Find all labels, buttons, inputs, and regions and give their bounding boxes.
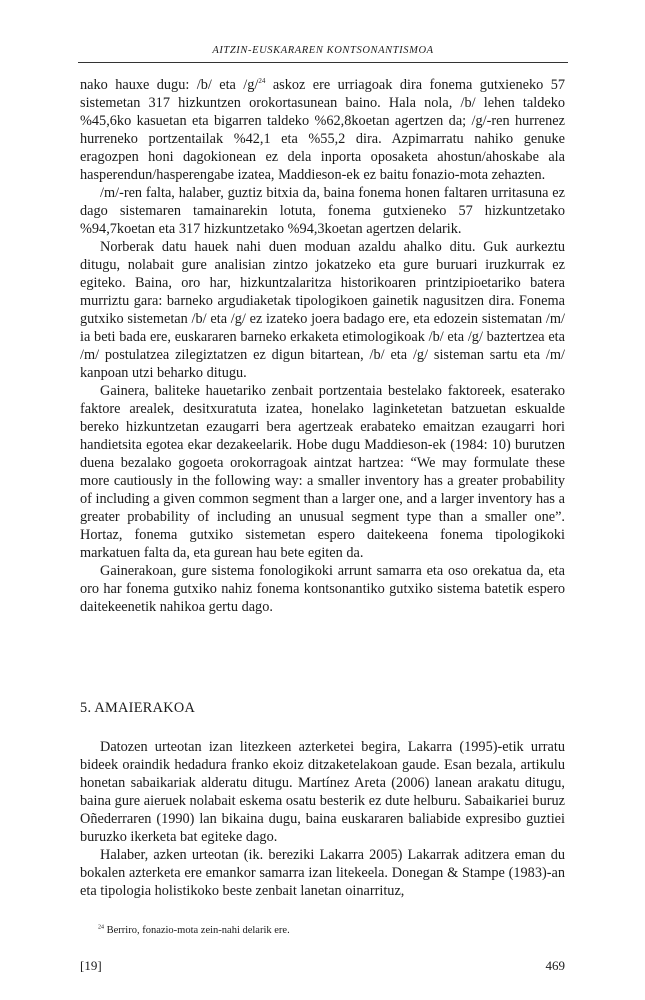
- section-heading: 5. AMAIERAKOA: [80, 700, 196, 716]
- paragraph: Norberak datu hauek nahi duen moduan azaldu ahalko ditu. Guk aurkeztu ditugu, nolabait gure analisian zintzo jokatzeko eta gure buruari iruzkurrak ez egiteko. Baina, oro har, hizkuntzalaritza historikoaren printzipioetariko batera murriztu gara: barneko argudiaketak tipologikoen gainetik nagusitzen dira. Fonema gutxiko sistemetan /b/ eta /g/ ez izateko joera badago ere, eta edozein sistematan /m/ ia beti bada ere, euskararen barneko erkaketa etimologikoak /b/ eta /g/ baztertzea eta /m/ postulatzea zilegiztatzen ez digun bitartean, /b/ eta /g/ sisteman sartu eta /m/ kanpoan utzi beharko ditugu.: [80, 239, 565, 381]
- paragraph: Halaber, azken urteotan (ik. bereziki Lakarra 2005) Lakarrak aditzera eman du bokalen azterketa ere emankor samarra izan litekeela. Donegan & Stampe (1983)-an eta tipologia holistikoko beste zenbait lanetan oinarrituz,: [80, 847, 565, 899]
- page-number: 469: [545, 958, 565, 973]
- running-title: AITZIN-EUSKARAREN KONTSONANTISMOA: [212, 45, 434, 56]
- folio-left: [19]: [80, 958, 102, 973]
- paragraph: Datozen urteotan izan litezkeen azterketei begira, Lakarra (1995)-etik urratu bideek oraindik hedadura franko ekoiz ditzaketelakoan gaude. Esan bezala, artikulu honetan sabaikariak alderatu ditugu. Martínez Areta (2006) lanean arakatu ditugu, baina gure aieruek nolabait eskema osatu besterik ez dute helburu. Sabaikariei buruz Oñederraren (1990) lan bikaina dugu, baina euskararen baliabide expresibo guztiei buruzko ikerketa bat egiteke dago.: [80, 739, 565, 845]
- footnote: [98, 925, 290, 936]
- footnote-text: Berriro, fonazio-mota zein-nahi delarik ere.: [104, 925, 290, 936]
- footnote-number: 24: [98, 924, 104, 931]
- paragraph: /m/-ren falta, halaber, guztiz bitxia da, baina fonema honen faltaren urritasuna ez dago sistemaren tamainarekin lotuta, fonema gutxieneko 57 hizkuntzetako %94,7koetan eta 317 hizkuntzetako %94,3koetan agertzen delarik.: [80, 185, 565, 237]
- section-text: [80, 738, 565, 900]
- footnote-reference[interactable]: 24: [258, 77, 266, 86]
- running-header: [78, 40, 568, 63]
- main-text: [80, 76, 565, 616]
- paragraph: Gainera, baliteke hauetariko zenbait portzentaia bestelako faktoreek, esaterako faktore arealek, desitxuratuta izatea, honelako laginketetan batzuetan eskualde bereko hizkuntzetan ezaugarri bera agertzeak erabateko emaitzan ezaugarri hori handietsita egotea ekar dezakeelarik. Hobe dugu Maddieson-ek (1984: 10) burutzen duena bezalako gogoeta orokorragoak aintzat hartzea: “We may formulate these more cautiously in the following way: a smaller inventory has a greater probability of including a given common segment than a larger one, and a larger inventory has a greater probability of including an unusual segment type than a smaller one”. Hortaz, fonema gutxiko sistemetan espero daitekeena fonema tipologikoki markatuen falta da, eta gurean hau bete egiten da.: [80, 383, 565, 561]
- paragraph: nako hauxe dugu: /b/ eta /g/$^{24}$ askoz ere urriagoak dira fonema gutxieneko 57 sistemetan 317 hizkuntzen orokortasunean baino. Hala nola, /b/ lehen taldeko %45,6ko kasuetan eta bigarren taldeko %62,8koetan agertzen da; /g/-ren hurrenez hurreneko portzentailak %42,1 eta %55,2 dira. Azpimarratu nahiko genuke eragozpen honi dagokionean ez dela inporta oposaketa ahostun/ahoskabe ala hasperendun/hasperengabe izatea, Maddieson-ek ez baitu fonazio-mota zehazten.: [80, 77, 565, 183]
- paragraph: Gainerakoan, gure sistema fonologikoki arrunt samarra eta oso orekatua da, eta oro har fonema gutxiko nahiz fonema kontsonantiko gutxiko sistema batetik espero daitekeenetik nahikoa gertu dago.: [80, 563, 565, 615]
